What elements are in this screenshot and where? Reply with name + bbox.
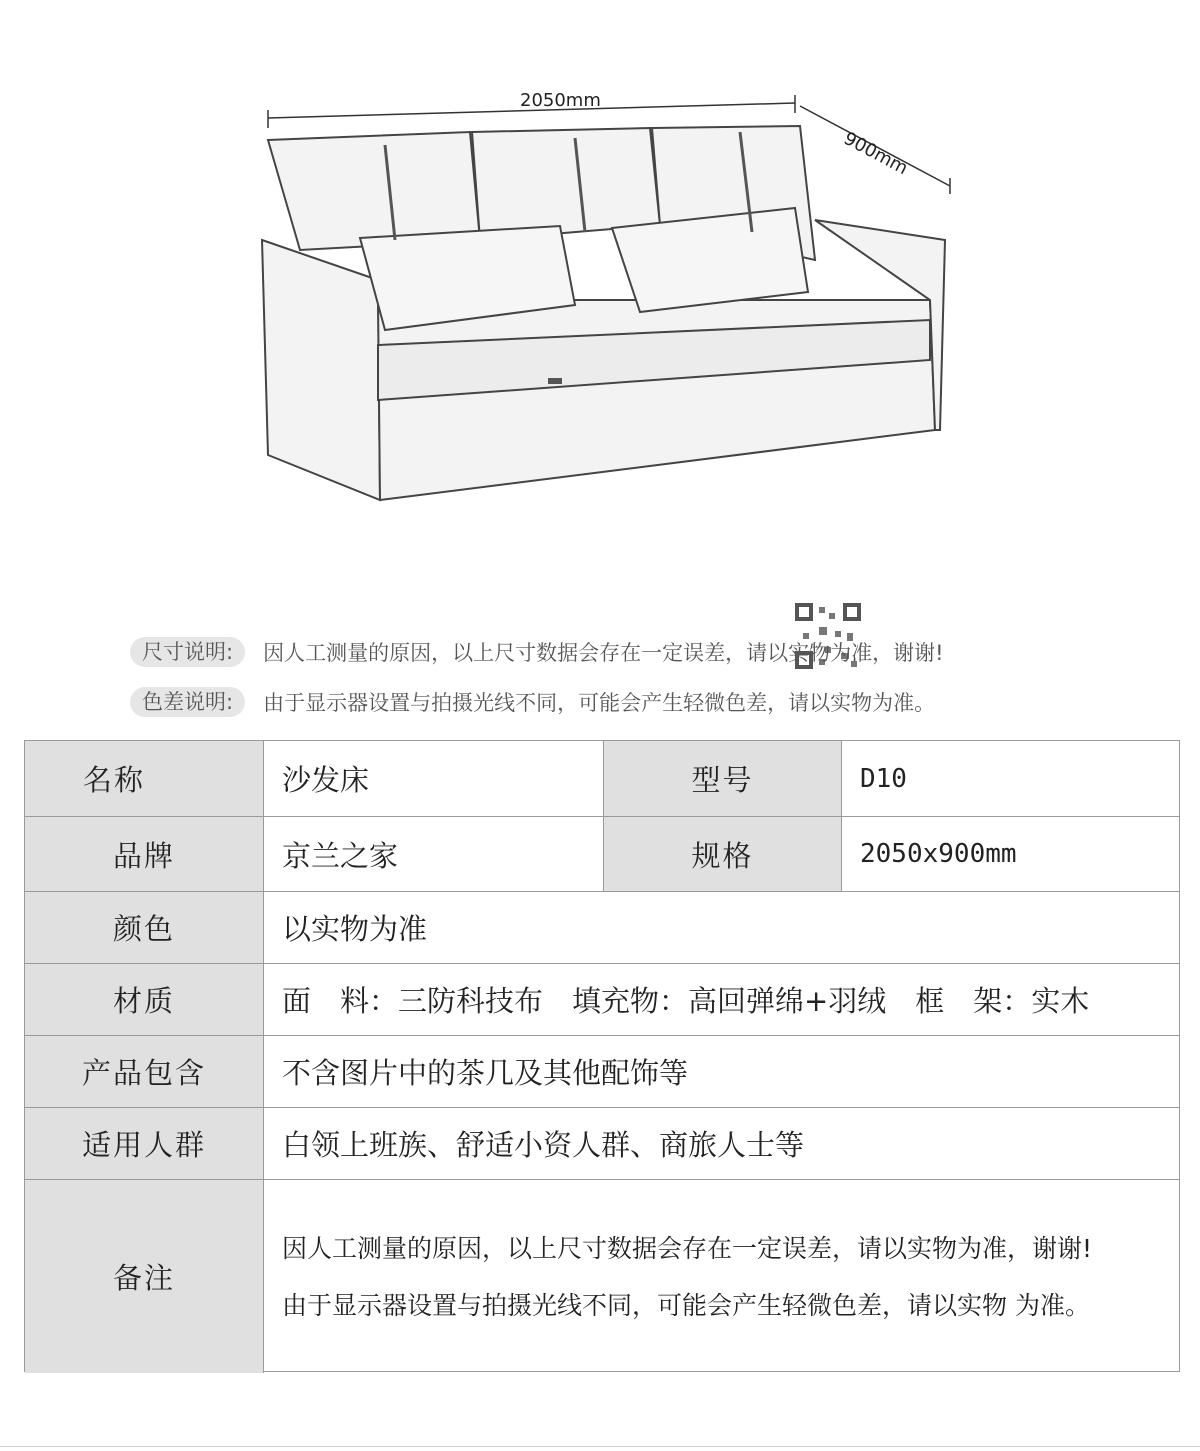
remark-line-1: 因人工测量的原因，以上尺寸数据会存在一定误差，请以实物为准，谢谢! bbox=[282, 1233, 1093, 1263]
name-label bbox=[25, 741, 263, 816]
model-value: D10 bbox=[841, 741, 1179, 816]
width-dimension: 2050mm bbox=[520, 90, 601, 111]
table-row bbox=[25, 964, 1179, 1036]
audience-value: 白领上班族、舒适小资人群、商旅人士等 bbox=[263, 1108, 1179, 1179]
name-label-text: 名称 bbox=[83, 763, 146, 797]
size-note-tag: 尺寸说明: bbox=[130, 637, 245, 667]
spec-table bbox=[24, 740, 1180, 1372]
color-note-text: 由于显示器设置与拍摄光线不同，可能会产生轻微色差，请以实物为准。 bbox=[263, 691, 936, 715]
material-label: 材质 bbox=[25, 964, 263, 1035]
size-note-text: 因人工测量的原因，以上尺寸数据会存在一定误差，请以实物为准，谢谢! bbox=[263, 641, 944, 665]
table-row bbox=[25, 1180, 1179, 1373]
table-row bbox=[25, 1108, 1179, 1180]
sofa-illustration bbox=[0, 0, 1200, 560]
table-row bbox=[25, 817, 1179, 892]
size-label: 规格 bbox=[603, 817, 841, 891]
model-label: 型号 bbox=[603, 741, 841, 816]
material-value: 面 料：三防科技布 填充物：高回弹绵+羽绒 框 架：实木 bbox=[263, 964, 1179, 1035]
audience-label: 适用人群 bbox=[25, 1108, 263, 1179]
name-value: 沙发床 bbox=[263, 741, 603, 816]
depth-dimension: 900mm bbox=[840, 128, 912, 180]
includes-value: 不含图片中的茶几及其他配饰等 bbox=[263, 1036, 1179, 1107]
color-value: 以实物为准 bbox=[263, 892, 1179, 963]
color-note bbox=[130, 686, 935, 718]
sofa-sketch bbox=[0, 0, 1200, 560]
remark-line-2: 由于显示器设置与拍摄光线不同，可能会产生轻微色差，请以实物 为准。 bbox=[282, 1290, 1090, 1320]
bottom-divider bbox=[0, 1446, 1200, 1447]
includes-label: 产品包含 bbox=[25, 1036, 263, 1107]
remark-label: 备注 bbox=[25, 1180, 263, 1373]
size-value: 2050x900mm bbox=[841, 817, 1179, 891]
table-row bbox=[25, 1036, 1179, 1108]
table-row bbox=[25, 892, 1179, 964]
table-row bbox=[25, 741, 1179, 817]
color-note-tag: 色差说明: bbox=[130, 687, 245, 717]
remark-value bbox=[263, 1180, 1179, 1373]
size-note bbox=[130, 636, 944, 668]
brand-label: 品牌 bbox=[25, 817, 263, 891]
brand-value: 京兰之家 bbox=[263, 817, 603, 891]
color-label: 颜色 bbox=[25, 892, 263, 963]
